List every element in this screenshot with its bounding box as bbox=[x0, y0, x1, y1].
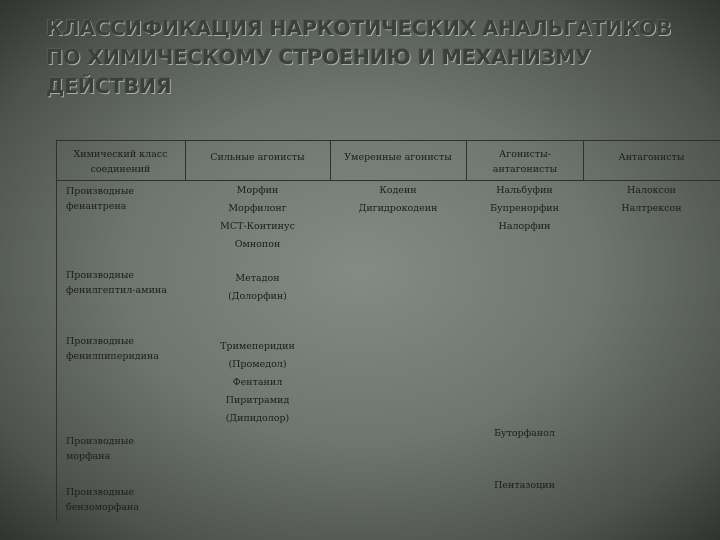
header-chemical-class: Химический класс соединений bbox=[73, 149, 168, 175]
column-divider bbox=[583, 140, 584, 180]
drug-name: Тримеперидин bbox=[220, 341, 295, 352]
drug-name: Бупренорфин bbox=[490, 203, 559, 214]
row-antagonist-phenanthrene bbox=[585, 182, 718, 218]
row-agonist-antagonist-benzomorphan bbox=[468, 477, 581, 495]
header-divider bbox=[56, 180, 720, 181]
drug-name: Пентазоцин bbox=[494, 480, 555, 491]
title-line-1: КЛАССИФИКАЦИЯ НАРКОТИЧЕСКИХ АНАЛЬГАТИКОВ bbox=[46, 16, 672, 40]
header-antagonists: Антагонисты bbox=[618, 152, 685, 163]
row-strong-phenylheptylamine bbox=[187, 270, 328, 306]
drug-name: Налоксон bbox=[626, 185, 676, 196]
drug-name: Морфилонг bbox=[228, 203, 287, 214]
slide-title bbox=[46, 14, 696, 101]
drug-name: Морфин bbox=[236, 185, 279, 196]
row-agonist-antagonist-morphinan bbox=[468, 425, 581, 443]
row-class-phenylheptylamine: Производные фенилгептил-амина bbox=[66, 270, 167, 296]
drug-name: Пиритрамид bbox=[225, 395, 290, 406]
header-moderate-agonists: Умеренные агонисты bbox=[344, 152, 452, 163]
row-strong-phenanthrene bbox=[187, 182, 328, 254]
row-class-morphinan: Производные морфана bbox=[66, 436, 135, 462]
header-agonists-antagonists: Агонисты-антагонисты bbox=[492, 149, 558, 175]
drug-name: Дигидрокодеин bbox=[358, 203, 438, 214]
header-strong-agonists: Сильные агонисты bbox=[210, 152, 305, 163]
row-class-phenylpiperidine: Производные фенилпиперидина bbox=[66, 336, 159, 362]
drug-name: Фентанил bbox=[232, 377, 283, 388]
row-agonist-antagonist-phenanthrene bbox=[468, 182, 581, 236]
drug-name: Метадон bbox=[235, 273, 280, 284]
drug-name: Нальбуфин bbox=[496, 185, 553, 196]
drug-name: Кодеин bbox=[379, 185, 417, 196]
column-divider bbox=[466, 140, 467, 180]
drug-name: (Долорфин) bbox=[228, 291, 287, 302]
drug-name: Налтрексон bbox=[621, 203, 682, 214]
column-divider bbox=[330, 140, 331, 180]
column-divider bbox=[185, 140, 186, 180]
row-class-phenanthrene: Производные фенантрена bbox=[66, 186, 135, 212]
row-strong-phenylpiperidine bbox=[187, 338, 328, 428]
drug-name: Буторфанол bbox=[494, 428, 555, 439]
title-line-3: ДЕЙСТВИЯ bbox=[46, 74, 172, 98]
drug-name: Налорфин bbox=[498, 221, 551, 232]
drug-name: Омнопон bbox=[234, 239, 281, 250]
drug-name: МСТ-Континус bbox=[220, 221, 295, 232]
row-moderate-phenanthrene bbox=[332, 182, 464, 218]
drug-name: (Промедол) bbox=[228, 359, 287, 370]
title-line-2: ПО ХИМИЧЕСКОМУ СТРОЕНИЮ И МЕХАНИЗМУ bbox=[46, 45, 591, 69]
row-class-benzomorphan: Производные бензоморфана bbox=[66, 487, 139, 513]
drug-name: (Дипидолор) bbox=[225, 413, 290, 424]
